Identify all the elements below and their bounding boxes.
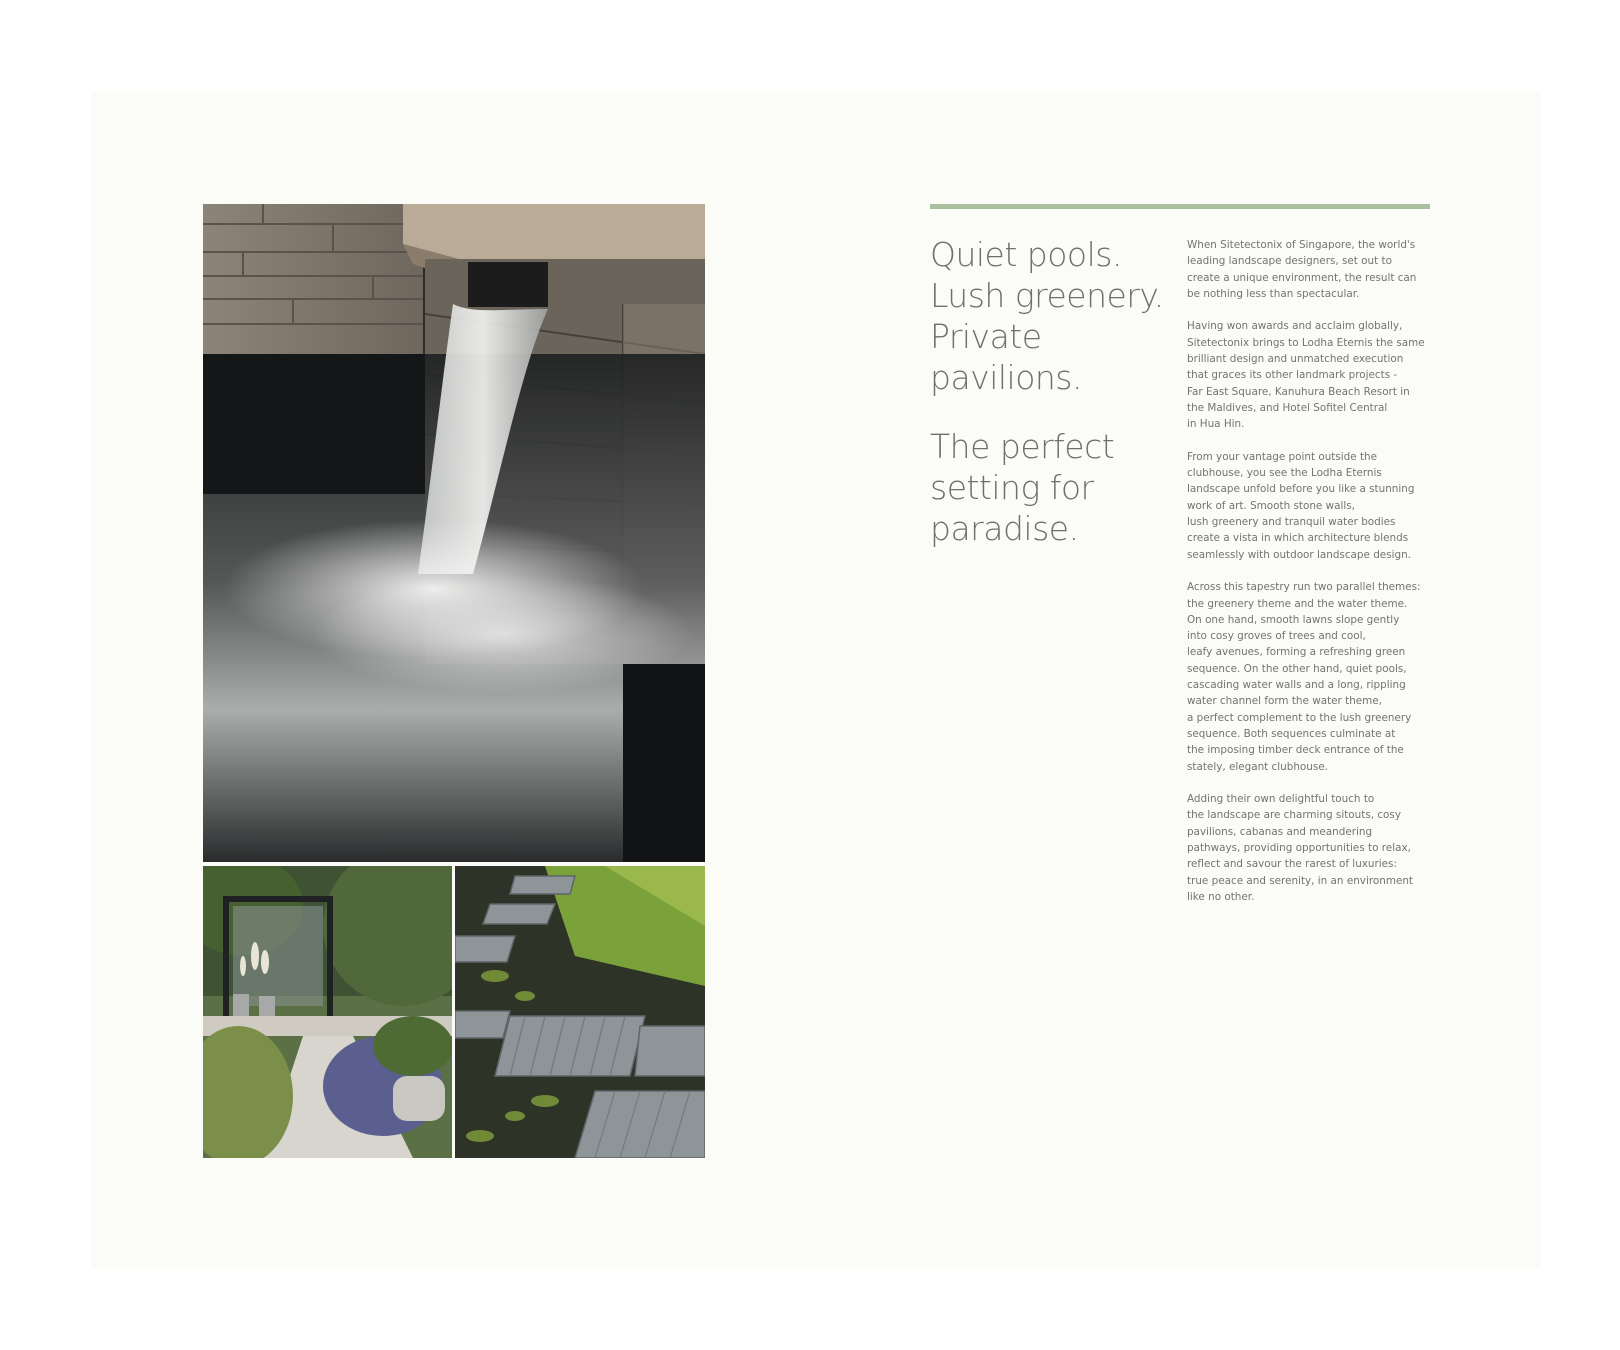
body-line: the greenery theme and the water theme.	[1187, 597, 1408, 610]
body-copy	[1187, 237, 1432, 921]
body-paragraph	[1187, 791, 1432, 905]
body-line: seamlessly with outdoor landscape design.	[1187, 548, 1411, 561]
headline-line: Lush greenery.	[930, 276, 1164, 315]
body-line: On one hand, smooth lawns slope gently	[1187, 613, 1400, 626]
headline-paragraph	[930, 234, 1180, 398]
body-line: Having won awards and acclaim globally,	[1187, 320, 1403, 333]
body-paragraph	[1187, 579, 1432, 775]
headline	[930, 234, 1180, 577]
accent-rule	[930, 204, 1430, 209]
body-line: true peace and serenity, in an environment	[1187, 874, 1413, 887]
body-line: Across this tapestry run two parallel themes:	[1187, 581, 1421, 594]
body-line: into cosy groves of trees and cool,	[1187, 630, 1366, 643]
body-line: pavilions, cabanas and meandering	[1187, 825, 1373, 838]
headline-line: The perfect	[930, 427, 1115, 466]
body-line: a perfect complement to the lush greenery	[1187, 711, 1412, 724]
headline-line: Private	[930, 317, 1042, 356]
body-line: create a vista in which architecture blends	[1187, 532, 1409, 545]
body-line: landscape unfold before you like a stunning	[1187, 483, 1415, 496]
body-line: sequence. On the other hand, quiet pools,	[1187, 662, 1407, 675]
body-line: work of art. Smooth stone walls,	[1187, 499, 1355, 512]
body-line: the landscape are charming sitouts, cosy	[1187, 809, 1401, 822]
body-line: pathways, providing opportunities to relax,	[1187, 841, 1411, 854]
pond-stepping-stones-photo	[455, 866, 705, 1158]
headline-line: paradise.	[930, 509, 1079, 548]
body-line: Adding their own delightful touch to	[1187, 793, 1375, 806]
body-line: When Sitetectonix of Singapore, the world's	[1187, 239, 1416, 251]
body-line: cascading water walls and a long, rippling	[1187, 679, 1406, 692]
body-line: that graces its other landmark projects -	[1187, 369, 1398, 382]
body-line: create a unique environment, the result can	[1187, 271, 1417, 284]
headline-line: pavilions.	[930, 358, 1082, 397]
body-line: Sitetectonix brings to Lodha Eternis the same	[1187, 336, 1425, 349]
body-line: leafy avenues, forming a refreshing green	[1187, 646, 1406, 659]
body-line: stately, elegant clubhouse.	[1187, 760, 1328, 773]
body-line: leading landscape designers, set out to	[1187, 255, 1392, 268]
body-line: From your vantage point outside the	[1187, 450, 1378, 463]
headline-line: setting for	[930, 468, 1094, 507]
body-line: the imposing timber deck entrance of the	[1187, 744, 1404, 757]
body-line: like no other.	[1187, 890, 1255, 903]
body-line: clubhouse, you see the Lodha Eternis	[1187, 467, 1382, 480]
body-paragraph	[1187, 449, 1432, 563]
body-line: reflect and savour the rarest of luxuries:	[1187, 858, 1397, 871]
headline-line: Quiet pools.	[930, 235, 1122, 274]
body-line: the Maldives, and Hotel Sofitel Central	[1187, 401, 1388, 414]
body-paragraph	[1187, 237, 1432, 302]
garden-pavilion-photo	[203, 866, 452, 1158]
body-paragraph	[1187, 318, 1432, 432]
brochure-page	[91, 91, 1541, 1269]
body-line: lush greenery and tranquil water bodies	[1187, 516, 1396, 529]
body-line: water channel form the water theme,	[1187, 695, 1382, 708]
body-line: in Hua Hin.	[1187, 418, 1245, 431]
waterfall-stone-wall-photo	[203, 204, 705, 862]
body-line: Far East Square, Kanuhura Beach Resort in	[1187, 385, 1410, 398]
body-line: brilliant design and unmatched execution	[1187, 353, 1404, 366]
body-line: be nothing less than spectacular.	[1187, 287, 1360, 300]
body-line: sequence. Both sequences culminate at	[1187, 727, 1396, 740]
headline-paragraph	[930, 426, 1180, 549]
